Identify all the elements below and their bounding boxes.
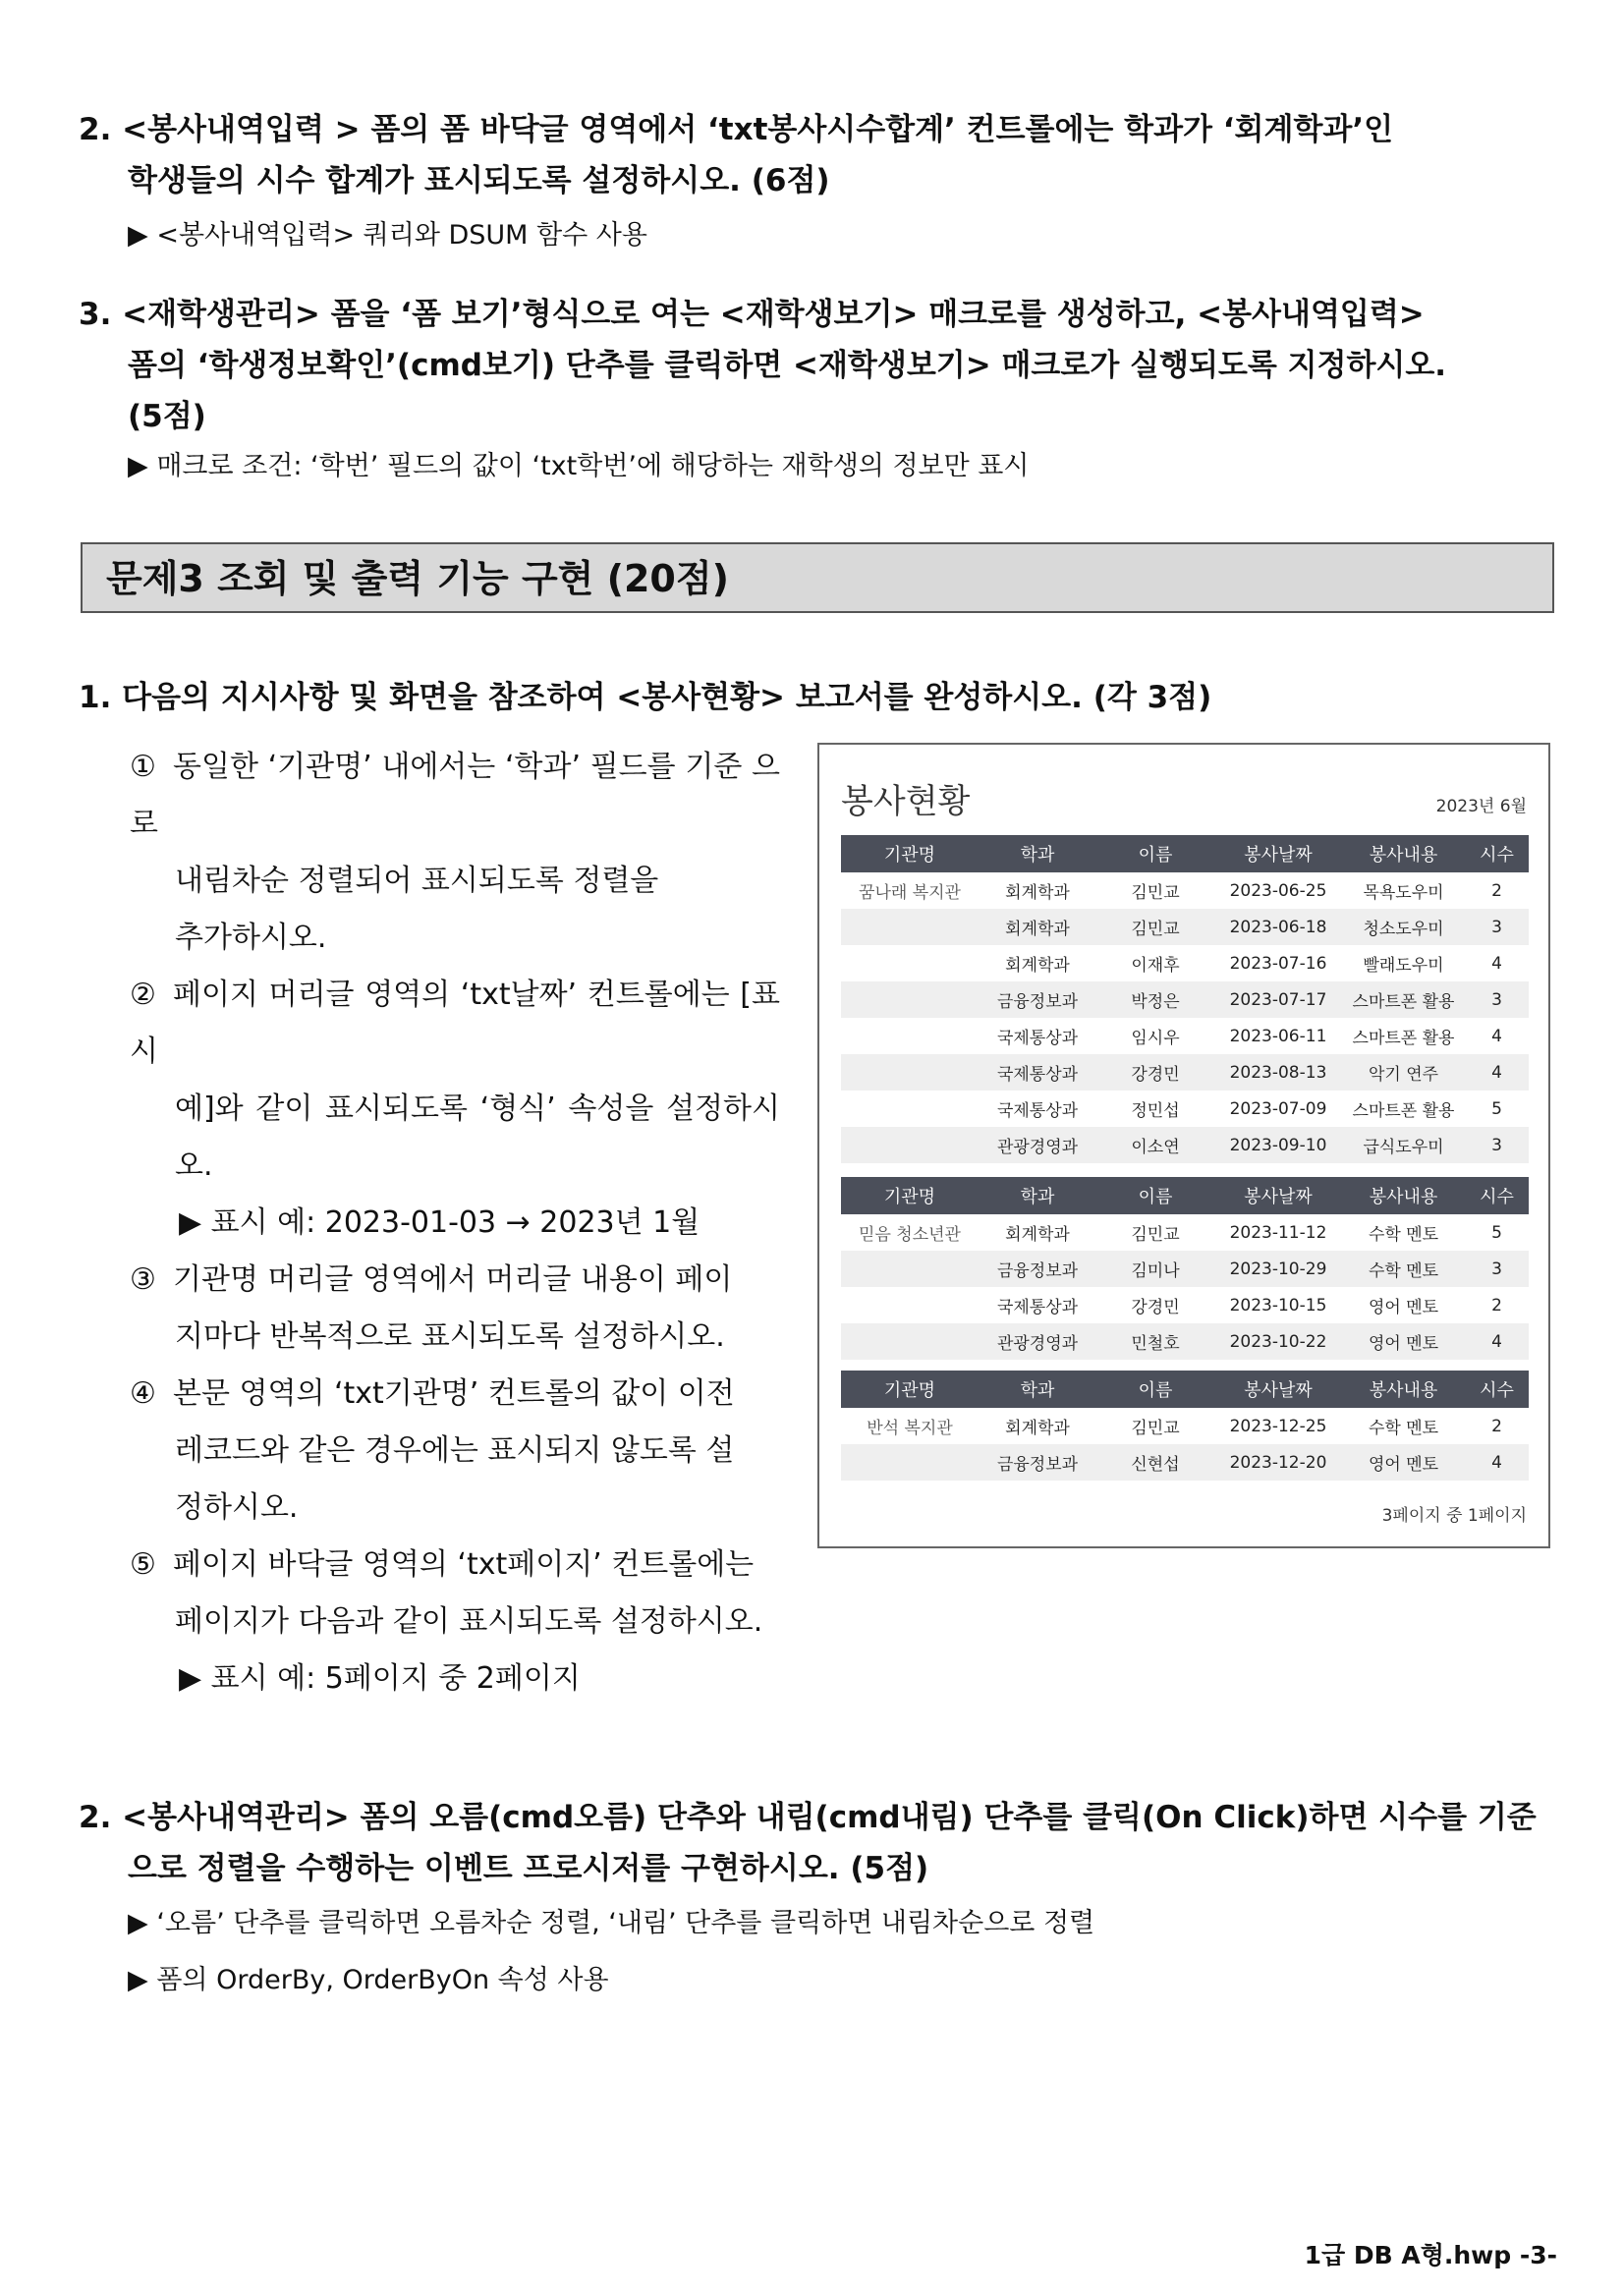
cell-dept: 회계학과 — [1005, 956, 1070, 976]
cell-content: 영어 멘토 — [1368, 1298, 1439, 1317]
cell-name: 김민교 — [1131, 1225, 1180, 1245]
cell-agency — [841, 981, 979, 1018]
cell-name: 이소연 — [1131, 1138, 1180, 1157]
cell-date: 2023-12-25 — [1229, 1416, 1327, 1436]
report-row — [841, 1251, 1529, 1287]
cell-content: 급식도우미 — [1363, 1138, 1444, 1157]
cell-content: 빨래도우미 — [1363, 956, 1444, 976]
cell-content: 수학 멘토 — [1368, 1225, 1439, 1245]
cell-name: 이재후 — [1131, 956, 1180, 976]
column-header: 이름 — [1138, 1187, 1173, 1207]
cell-agency — [841, 945, 979, 981]
cell-date: 2023-10-15 — [1229, 1295, 1327, 1315]
column-header: 봉사내용 — [1369, 845, 1438, 866]
column-header: 기관명 — [883, 1187, 936, 1207]
report-group-header — [841, 1371, 1529, 1408]
instruction-item-3 — [130, 1252, 780, 1366]
instruction-num: ① — [130, 750, 156, 784]
cell-dept: 회계학과 — [1005, 883, 1070, 903]
cell-name: 정민섭 — [1131, 1101, 1180, 1121]
cell-agency: 반석 복지관 — [867, 1419, 953, 1438]
column-header: 시수 — [1480, 1380, 1514, 1401]
cell-hours: 4 — [1491, 1452, 1502, 1473]
cell-content: 목욕도우미 — [1363, 883, 1444, 903]
instruction-num: ④ — [130, 1376, 156, 1411]
section-title: 문제3 조회 및 출력 기능 구현 (20점) — [106, 557, 729, 600]
report-row — [841, 909, 1529, 945]
report-row — [841, 1287, 1529, 1323]
problem-2-hint-2: ▶ 폼의 OrderBy, OrderByOn 속성 사용 — [128, 1965, 609, 1995]
cell-agency: 믿음 청소년관 — [859, 1225, 961, 1245]
column-header: 봉사날짜 — [1244, 1187, 1313, 1207]
problem-2-line2: 으로 정렬을 수행하는 이벤트 프로시저를 구현하시오. (5점) — [128, 1851, 929, 1886]
instruction-text: 기관명 머리글 영역에서 머리글 내용이 페이 — [173, 1262, 733, 1297]
instruction-text: 동일한 ‘기관명’ 내에서는 ‘학과’ 필드를 기준 으로 — [130, 750, 780, 841]
cell-hours: 4 — [1491, 953, 1502, 974]
instruction-item-1 — [130, 739, 780, 967]
cell-content: 영어 멘토 — [1368, 1455, 1439, 1475]
cell-content: 영어 멘토 — [1368, 1334, 1439, 1354]
column-header: 시수 — [1480, 1187, 1514, 1207]
cell-dept: 관광경영과 — [996, 1334, 1079, 1354]
page-footer: 1급 DB A형.hwp -3- — [1304, 2241, 1557, 2269]
column-header: 봉사내용 — [1369, 1187, 1438, 1207]
question-2-line2: 학생들의 시수 합계가 표시되도록 설정하시오. (6점) — [128, 163, 830, 198]
cell-date: 2023-10-29 — [1229, 1259, 1327, 1279]
question-2-line1: 2. <봉사내역입력 > 폼의 폼 바닥글 영역에서 ‘txt봉사시수합계’ 컨트롤에는 학과가 ‘회계학과’인 — [79, 112, 1394, 147]
cell-content: 스마트폰 활용 — [1352, 1101, 1455, 1121]
report-date: 2023년 6월 — [1435, 797, 1527, 816]
cell-agency — [841, 1251, 979, 1287]
question-3-line3: (5점) — [128, 399, 206, 434]
cell-name: 강경민 — [1131, 1298, 1180, 1317]
report-page-footer: 3페이지 중 1페이지 — [1381, 1506, 1527, 1526]
cell-hours: 5 — [1491, 1098, 1502, 1119]
cell-date: 2023-06-25 — [1229, 880, 1327, 901]
instruction-num: ② — [130, 978, 156, 1012]
column-header: 이름 — [1138, 845, 1173, 866]
cell-content: 청소도우미 — [1363, 920, 1444, 939]
question-3-line1: 3. <재학생관리> 폼을 ‘폼 보기’형식으로 여는 <재학생보기> 매크로를 생성하고, <봉사내역입력> — [79, 297, 1425, 332]
cell-date: 2023-12-20 — [1229, 1452, 1327, 1473]
instruction-text: 예]와 같이 표시되도록 ‘형식’ 속성을 설정하시오. — [175, 1092, 780, 1183]
instruction-text: 페이지 바닥글 영역의 ‘txt페이지’ 컨트롤에는 — [173, 1547, 755, 1582]
problem-2-line1: 2. <봉사내역관리> 폼의 오름(cmd오름) 단추와 내림(cmd내림) 단추를 클릭(On Click)하면 시수를 기준 — [79, 1800, 1537, 1835]
report-preview — [817, 743, 1550, 1548]
cell-dept: 국제통상과 — [996, 1101, 1079, 1121]
report-row — [841, 1127, 1529, 1163]
cell-hours: 2 — [1491, 880, 1502, 901]
cell-dept: 금융정보과 — [996, 1455, 1079, 1475]
cell-agency — [841, 1018, 979, 1054]
report-row — [841, 872, 1529, 909]
instruction-text: 페이지 머리글 영역의 ‘txt날짜’ 컨트롤에는 [표시 — [130, 978, 780, 1069]
cell-dept: 국제통상과 — [996, 1065, 1079, 1085]
cell-name: 김미나 — [1131, 1261, 1180, 1281]
cell-dept: 국제통상과 — [996, 1298, 1079, 1317]
cell-date: 2023-07-17 — [1229, 989, 1327, 1010]
cell-name: 김민교 — [1131, 1419, 1180, 1438]
cell-agency: 꿈나래 복지관 — [859, 883, 961, 903]
cell-name: 김민교 — [1131, 883, 1180, 903]
question-2-hint: ▶ <봉사내역입력> 쿼리와 DSUM 함수 사용 — [128, 220, 647, 251]
instruction-example: ▶ 표시 예: 2023-01-03 → 2023년 1월 — [179, 1205, 700, 1240]
column-header: 봉사내용 — [1369, 1380, 1438, 1401]
cell-agency — [841, 1444, 979, 1481]
instruction-example: ▶ 표시 예: 5페이지 중 2페이지 — [179, 1661, 581, 1696]
instruction-text: 정하시오. — [175, 1490, 299, 1525]
cell-content: 스마트폰 활용 — [1352, 1029, 1455, 1048]
column-header: 학과 — [1020, 845, 1055, 866]
cell-date: 2023-07-09 — [1229, 1098, 1327, 1119]
cell-date: 2023-11-12 — [1229, 1222, 1327, 1243]
instruction-num: ⑤ — [130, 1547, 156, 1582]
cell-agency — [841, 1287, 979, 1323]
cell-agency — [841, 1054, 979, 1091]
cell-hours: 3 — [1491, 989, 1502, 1010]
cell-date: 2023-08-13 — [1229, 1062, 1327, 1083]
column-header: 기관명 — [883, 1380, 936, 1401]
question-3-hint: ▶ 매크로 조건: ‘학번’ 필드의 값이 ‘txt학번’에 해당하는 재학생의 정보만 표시 — [128, 451, 1030, 481]
instruction-text: 내림차순 정렬되어 표시되도록 정렬을 — [175, 864, 659, 898]
cell-date: 2023-06-18 — [1229, 917, 1327, 937]
cell-hours: 3 — [1491, 917, 1502, 937]
report-row — [841, 1214, 1529, 1251]
report-row — [841, 945, 1529, 981]
cell-name: 민철호 — [1131, 1334, 1180, 1354]
problem-2-hint-1: ▶ ‘오름’ 단추를 클릭하면 오름차순 정렬, ‘내림’ 단추를 클릭하면 내림차순으로 정렬 — [128, 1908, 1095, 1938]
cell-date: 2023-10-22 — [1229, 1331, 1327, 1352]
cell-name: 강경민 — [1131, 1065, 1180, 1085]
cell-hours: 2 — [1491, 1295, 1502, 1315]
cell-dept: 회계학과 — [1005, 920, 1070, 939]
cell-content: 수학 멘토 — [1368, 1261, 1439, 1281]
column-header: 기관명 — [883, 845, 936, 866]
column-header: 이름 — [1138, 1380, 1173, 1401]
cell-hours: 4 — [1491, 1062, 1502, 1083]
instruction-text: 레코드와 같은 경우에는 표시되지 않도록 설 — [175, 1433, 735, 1468]
cell-hours: 3 — [1491, 1259, 1502, 1279]
report-row — [841, 1444, 1529, 1481]
cell-dept: 국제통상과 — [996, 1029, 1079, 1048]
cell-agency — [841, 1323, 979, 1360]
column-header: 학과 — [1020, 1380, 1055, 1401]
cell-hours: 4 — [1491, 1331, 1502, 1352]
instruction-text: 페이지가 다음과 같이 표시되도록 설정하시오. — [175, 1604, 763, 1639]
cell-agency — [841, 909, 979, 945]
instruction-item-5 — [130, 1537, 780, 1707]
instruction-item-2 — [130, 967, 780, 1252]
report-row — [841, 1408, 1529, 1444]
report-group-header — [841, 1177, 1529, 1214]
cell-name: 김민교 — [1131, 920, 1180, 939]
section-header-box — [81, 542, 1554, 613]
cell-date: 2023-06-11 — [1229, 1026, 1327, 1046]
column-header: 시수 — [1480, 845, 1514, 866]
cell-content: 수학 멘토 — [1368, 1419, 1439, 1438]
cell-dept: 회계학과 — [1005, 1225, 1070, 1245]
column-header: 학과 — [1020, 1187, 1055, 1207]
report-row — [841, 1323, 1529, 1360]
column-header: 봉사날짜 — [1244, 1380, 1313, 1401]
cell-content: 스마트폰 활용 — [1352, 992, 1455, 1012]
cell-dept: 금융정보과 — [996, 1261, 1079, 1281]
report-row — [841, 1091, 1529, 1127]
cell-dept: 관광경영과 — [996, 1138, 1079, 1157]
cell-agency — [841, 1091, 979, 1127]
cell-agency — [841, 1127, 979, 1163]
report-row — [841, 1018, 1529, 1054]
instruction-num: ③ — [130, 1262, 156, 1297]
cell-name: 신현섭 — [1131, 1455, 1180, 1475]
instruction-text: 추가하시오. — [175, 921, 327, 955]
problem-1-instructions — [130, 739, 780, 1707]
question-3-line2: 폼의 ‘학생정보확인’(cmd보기) 단추를 클릭하면 <재학생보기> 매크로가 실행되도록 지정하시오. — [128, 348, 1447, 383]
cell-hours: 2 — [1491, 1416, 1502, 1436]
cell-hours: 3 — [1491, 1135, 1502, 1155]
cell-hours: 4 — [1491, 1026, 1502, 1046]
cell-name: 임시우 — [1131, 1029, 1180, 1048]
report-title: 봉사현황 — [841, 782, 971, 821]
cell-name: 박정은 — [1131, 992, 1180, 1012]
report-row — [841, 1054, 1529, 1091]
instruction-item-4 — [130, 1366, 780, 1537]
problem-1-title: 1. 다음의 지시사항 및 화면을 참조하여 <봉사현황> 보고서를 완성하시오. (각 3점) — [79, 680, 1212, 715]
cell-dept: 회계학과 — [1005, 1419, 1070, 1438]
report-row — [841, 981, 1529, 1018]
report-group-header — [841, 835, 1529, 872]
instruction-text: 지마다 반복적으로 표시되도록 설정하시오. — [175, 1319, 725, 1354]
cell-dept: 금융정보과 — [996, 992, 1079, 1012]
cell-content: 악기 연주 — [1368, 1065, 1439, 1085]
column-header: 봉사날짜 — [1244, 845, 1313, 866]
cell-date: 2023-07-16 — [1229, 953, 1327, 974]
instruction-text: 본문 영역의 ‘txt기관명’ 컨트롤의 값이 이전 — [173, 1376, 735, 1411]
cell-hours: 5 — [1491, 1222, 1502, 1243]
cell-date: 2023-09-10 — [1229, 1135, 1327, 1155]
